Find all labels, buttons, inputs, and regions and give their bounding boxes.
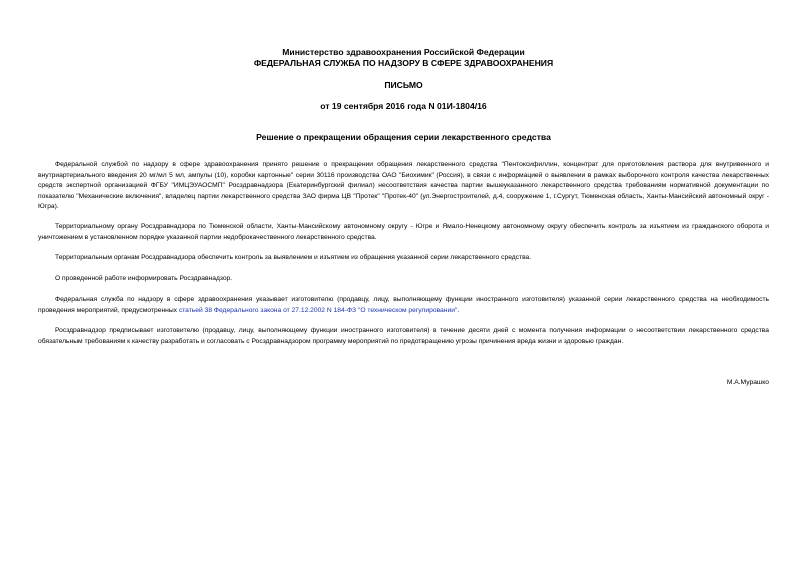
paragraph-text-after-link: . xyxy=(457,306,460,314)
document-subject: Решение о прекращении обращения серии лекарственного средства xyxy=(256,132,551,142)
document-date-number: от 19 сентября 2016 года N 01И-1804/16 xyxy=(320,101,487,111)
paragraph-prescription: Росздравнадзор предписывает изготовителю (продавцу, лицу, выполняющему функции иностранного изготовителя) в течение десяти дней с момента получения информации о несоответствии лекарственного средства обязательным требованиям к качеству разработать и согласовать с Росздравнадзором программу мероприятий по предотвращению угрозы причинения вреда жизни и здоровью граждан. xyxy=(38,327,769,345)
ministry-name: Министерство здравоохранения Российской Федерации xyxy=(282,47,525,57)
service-name: ФЕДЕРАЛЬНАЯ СЛУЖБА ПО НАДЗОРУ В СФЕРЕ ЗДРАВООХРАНЕНИЯ xyxy=(253,58,554,68)
paragraph-inform: О проведенной работе информировать Росздравнадзор. xyxy=(55,275,233,282)
signature-name: М.А.Мурашко xyxy=(726,379,769,386)
paragraph-decision: Федеральной службой по надзору в сфере здравоохранения принято решение о прекращении обращения лекарственного средства "Пентоксифиллин, концентрат для приготовления раствора для внутривенного и внутриартериального введения 20 мг/мл 5 мл, ампулы (10), коробки картонные" серии 30116 производства ОАО "Биохимик" (Россия), в связи с информацией о выявлении в рамках выборочного контроля качества лекарственных средств экспертной организацией ФГБУ "ИМЦЭУАОСМП" Росздравнадзора (Екатеринбургский филиал) несоответствия качества партии вышеуказанного лекарственного средства требованиям нормативной документации по показателю "Механические включения", владелец партии лекарственного средства ЗАО фирма ЦВ "Протек" "Протек-40" (ул.Энергостроителей, д.4, сооружение 1, г.Сургут, Тюменская область, Ханты-Мансийский автономный округ - Югра). xyxy=(38,161,769,211)
paragraph-territorial-control: Территориальному органу Росздравнадзора по Тюменской области, Ханты-Мансийскому автономному округу - Югре и Ямало-Ненецкому автономному округу обеспечить контроль за изъятием из гражданского оборота и уничтожением в установленном порядке указанной партии недоброкачественного лекарственного средства. xyxy=(38,223,769,241)
paragraph-manufacturer-measures xyxy=(38,295,769,316)
law-article-link[interactable]: статьей 38 Федерального закона от 27.12.2002 N 184-ФЗ "О техническом регулировании" xyxy=(178,306,458,314)
paragraph-territorial-bodies: Территориальным органам Росздравнадзора обеспечить контроль за выявлением и изъятием из обращения указанной серии лекарственного средства. xyxy=(55,254,532,261)
document-type: ПИСЬМО xyxy=(384,80,423,90)
paragraph-text-before-link: Федеральная служба по надзору в сфере здравоохранения указывает изготовителю (продавцу, лицу, выполняющему функции иностранного изготовителя) указанной серии лекарственного средства на необходимость проведения мероприятий, предусмотренных xyxy=(38,296,769,314)
